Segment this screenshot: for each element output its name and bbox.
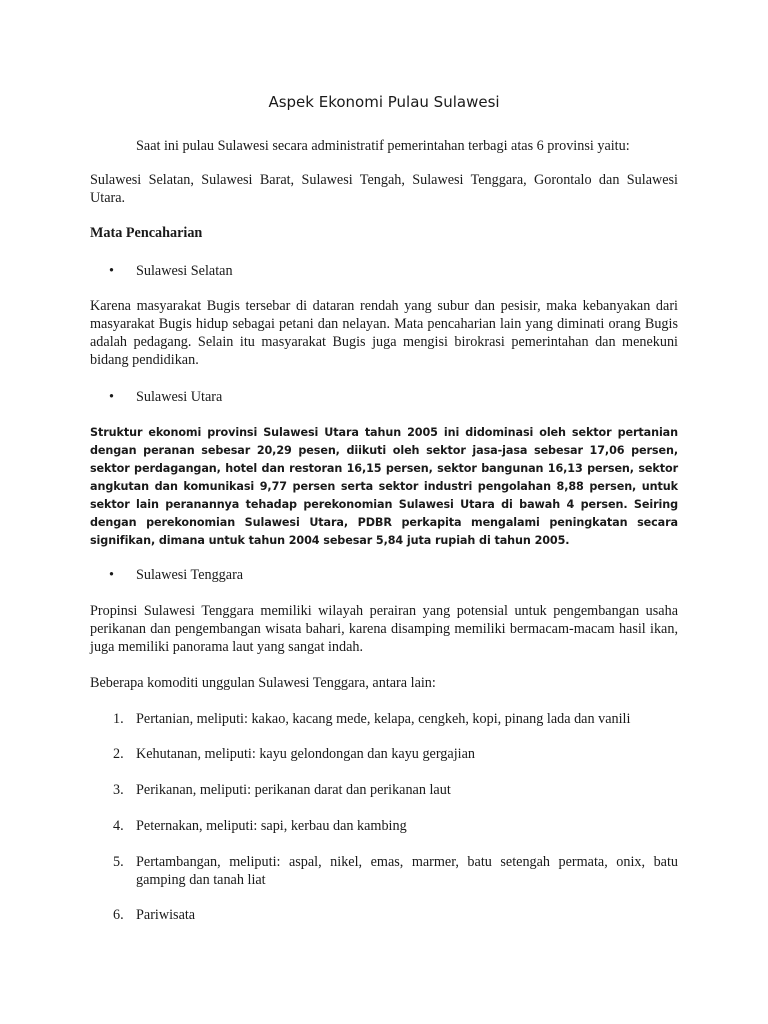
paragraph-sulawesi-selatan: Karena masyarakat Bugis tersebar di dataran rendah yang subur dan pesisir, maka kebanyakan dari masyarakat Bugis hidup sebagai petani dan nelayan. Mata pencaharian lain yang diminati orang Bugis adalah pedagang. Selain itu masyarakat Bugis juga mengisi birokrasi pemerintahan dan menekuni bidang pendidikan. (90, 298, 678, 368)
list-text: Perikanan, meliputi: perikanan darat dan perikanan laut (136, 782, 451, 798)
list-number: 4. (113, 818, 124, 834)
commodities-intro: Beberapa komoditi unggulan Sulawesi Tenggara, antara lain: (90, 675, 436, 691)
list-number: 1. (113, 711, 124, 727)
bullet-glyph: • (109, 389, 114, 405)
section-heading: Mata Pencaharian (90, 225, 203, 241)
list-text: Kehutanan, meliputi: kayu gelondongan dan kayu gergajian (136, 746, 475, 762)
provinces-paragraph: Sulawesi Selatan, Sulawesi Barat, Sulawesi Tengah, Sulawesi Tenggara, Gorontalo dan Sulawesi Utara. (90, 172, 678, 206)
list-item (113, 745, 678, 763)
document-title: Aspek Ekonomi Pulau Sulawesi (268, 93, 500, 111)
list-item (113, 906, 678, 924)
list-item (113, 853, 678, 889)
bullet-glyph: • (109, 263, 114, 279)
list-number: 3. (113, 782, 124, 798)
intro-paragraph: Saat ini pulau Sulawesi secara administratif pemerintahan terbagi atas 6 provinsi yaitu: (136, 138, 630, 154)
list-item (113, 817, 678, 835)
paragraph-sulawesi-tenggara: Propinsi Sulawesi Tenggara memiliki wilayah perairan yang potensial untuk pengembangan usaha perikanan dan pengembangan wisata bahari, karena disamping memiliki bermacam-macam hasil ikan, juga memiliki panorama laut yang sangat indah. (90, 603, 678, 655)
paragraph-sulawesi-utara: Struktur ekonomi provinsi Sulawesi Utara tahun 2005 ini didominasi oleh sektor pertanian dengan peranan sebesar 20,29 pesen, diikuti oleh sektor jasa-jasa sebesar 17,06 persen, sektor perdagangan, hotel dan restoran 16,15 persen, sektor bangunan 16,13 persen, sektor angkutan dan komunikasi 9,77 persen serta sektor industri pengolahan 8,88 persen, untuk sektor lain peranannya tehadap perekonomian Sulawesi Utara di bawah 4 persen. Seiring dengan perekonomian Sulawesi Utara, PDBR perkapita mengalami peningkatan secara signifikan, dimana untuk tahun 2004 sebesar 5,84 juta rupiah di tahun 2005. (90, 426, 678, 547)
bullet-label: Sulawesi Tenggara (136, 567, 244, 583)
list-number: 5. (113, 854, 124, 870)
list-item (113, 710, 678, 728)
list-text: Pertanian, meliputi: kakao, kacang mede, kelapa, cengkeh, kopi, pinang lada dan vanili (136, 711, 631, 727)
list-text: Pariwisata (136, 907, 196, 923)
bullet-label: Sulawesi Selatan (136, 263, 233, 279)
bullet-sulawesi-tenggara (109, 567, 243, 584)
list-text: Pertambangan, meliputi: aspal, nikel, emas, marmer, batu setengah permata, onix, batu gamping dan tanah liat (136, 854, 678, 888)
list-number: 2. (113, 746, 124, 762)
list-item (113, 781, 678, 799)
bullet-sulawesi-utara (109, 389, 222, 406)
list-number: 6. (113, 907, 124, 923)
bullet-label: Sulawesi Utara (136, 389, 223, 405)
bullet-sulawesi-selatan (109, 263, 233, 280)
list-text: Peternakan, meliputi: sapi, kerbau dan kambing (136, 818, 407, 834)
bullet-glyph: • (109, 567, 114, 583)
